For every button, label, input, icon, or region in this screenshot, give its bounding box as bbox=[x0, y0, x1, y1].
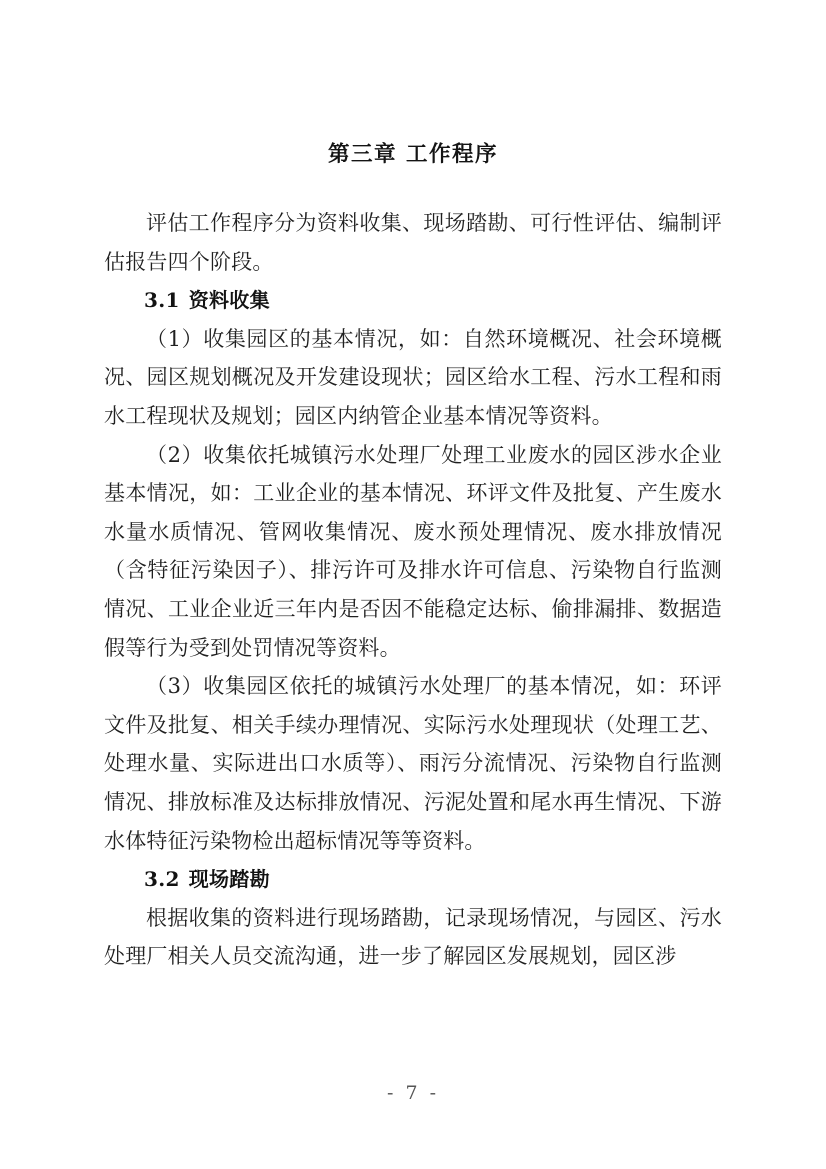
document-body bbox=[104, 140, 722, 976]
section-title-3-2: 现场踏勘 bbox=[188, 867, 270, 892]
section-3-1-item-3: （3）收集园区依托的城镇污水处理厂的基本情况，如：环评文件及批复、相关手续办理情况、实际污水处理现状（处理工艺、处理水量、实际进出口水质等）、雨污分流情况、污染物自行监测情况、排放标准及达标排放情况、污泥处置和尾水再生情况、下游水体特征污染物检出超标情况等等资料。 bbox=[104, 674, 722, 853]
page-number: - 7 - bbox=[386, 1082, 439, 1104]
section-number-3-2: 3.2 bbox=[144, 867, 180, 892]
section-heading-3-2 bbox=[104, 860, 722, 899]
section-3-1-item-1: （1）收集园区的基本情况，如：自然环境概况、社会环境概况、园区规划概况及开发建设现状；园区给水工程、污水工程和雨水工程现状及规划；园区内纳管企业基本情况等资料。 bbox=[104, 326, 722, 429]
intro-paragraph: 评估工作程序分为资料收集、现场踏勘、可行性评估、编制评估报告四个阶段。 bbox=[104, 211, 722, 274]
section-3-1-item-2: （2）收集依托城镇污水处理厂处理工业废水的园区涉水企业基本情况，如：工业企业的基本情况、环评文件及批复、产生废水水量水质情况、管网收集情况、废水预处理情况、废水排放情况（含特征污染因子）、排污许可及排水许可信息、污染物自行监测情况、工业企业近三年内是否因不能稳定达标、偷排漏排、数据造假等行为受到处罚情况等资料。 bbox=[104, 442, 722, 660]
chapter-title: 第三章 工作程序 bbox=[328, 142, 498, 167]
section-title-3-1: 资料收集 bbox=[188, 288, 270, 313]
section-number-3-1: 3.1 bbox=[144, 288, 180, 313]
section-heading-3-1 bbox=[104, 281, 722, 320]
section-3-2-paragraph-1: 根据收集的资料进行现场踏勘，记录现场情况，与园区、污水处理厂相关人员交流沟通，进一步了解园区发展规划，园区涉 bbox=[104, 905, 722, 969]
